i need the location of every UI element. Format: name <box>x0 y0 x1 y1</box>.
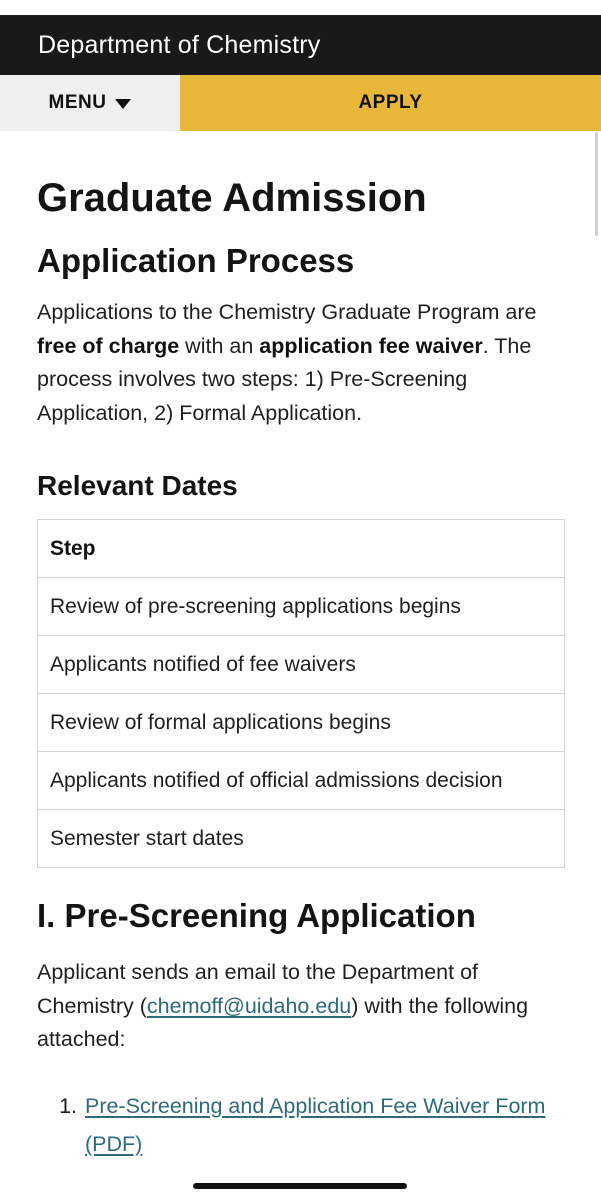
dates-heading: Relevant Dates <box>37 470 238 501</box>
prescreen-text-2: ) with the following attached: <box>37 993 529 1051</box>
apply-label: APPLY <box>358 92 423 113</box>
page-title: Graduate Admission <box>37 176 427 220</box>
table-row <box>38 694 565 752</box>
status-area <box>0 0 601 15</box>
department-header <box>0 15 601 75</box>
department-title[interactable]: Department of Chemistry <box>38 30 321 59</box>
email-link[interactable]: chemoff@uidaho.edu <box>146 993 352 1018</box>
dates-table <box>37 519 565 868</box>
table-header-step: Step <box>38 520 565 578</box>
nav-bar <box>0 75 601 131</box>
intro-bold-1: free of charge <box>37 333 180 358</box>
scrollbar[interactable] <box>595 132 598 236</box>
table-row <box>38 810 565 868</box>
menu-label: MENU <box>48 92 107 113</box>
intro-paragraph <box>37 296 565 430</box>
prescreen-paragraph <box>37 956 565 1057</box>
list-item <box>83 1087 565 1163</box>
table-row <box>38 578 565 636</box>
prescreen-text-1: Applicant sends an email to the Department of Chemistry ( <box>37 960 479 1018</box>
intro-bold-2: application fee waiver <box>259 333 483 358</box>
table-cell: Semester start dates <box>38 810 565 868</box>
intro-text-1: Applications to the Chemistry Graduate Program are <box>37 300 537 324</box>
table-cell: Applicants notified of official admissions decision <box>38 752 565 810</box>
intro-text-3: . The process involves two steps: 1) Pre-Screening Application, 2) Formal Application. <box>37 333 532 425</box>
table-row <box>38 752 565 810</box>
caret-down-icon <box>115 99 131 109</box>
table-row <box>38 636 565 694</box>
main-content <box>0 175 601 1163</box>
process-heading: Application Process <box>37 242 355 279</box>
table-cell: Review of pre-screening applications begins <box>38 578 565 636</box>
table-header-row <box>38 520 565 578</box>
prescreening-form-link[interactable]: Pre-Screening and Application Fee Waiver Form (PDF) <box>85 1093 546 1156</box>
table-cell: Review of formal applications begins <box>38 694 565 752</box>
intro-text-2: with an <box>179 333 260 358</box>
table-cell: Applicants notified of fee waivers <box>38 636 565 694</box>
home-indicator[interactable] <box>193 1183 407 1189</box>
menu-button[interactable] <box>0 75 180 131</box>
attachment-list <box>37 1087 565 1163</box>
prescreen-heading: I. Pre-Screening Application <box>37 897 476 934</box>
apply-button[interactable] <box>180 75 601 131</box>
